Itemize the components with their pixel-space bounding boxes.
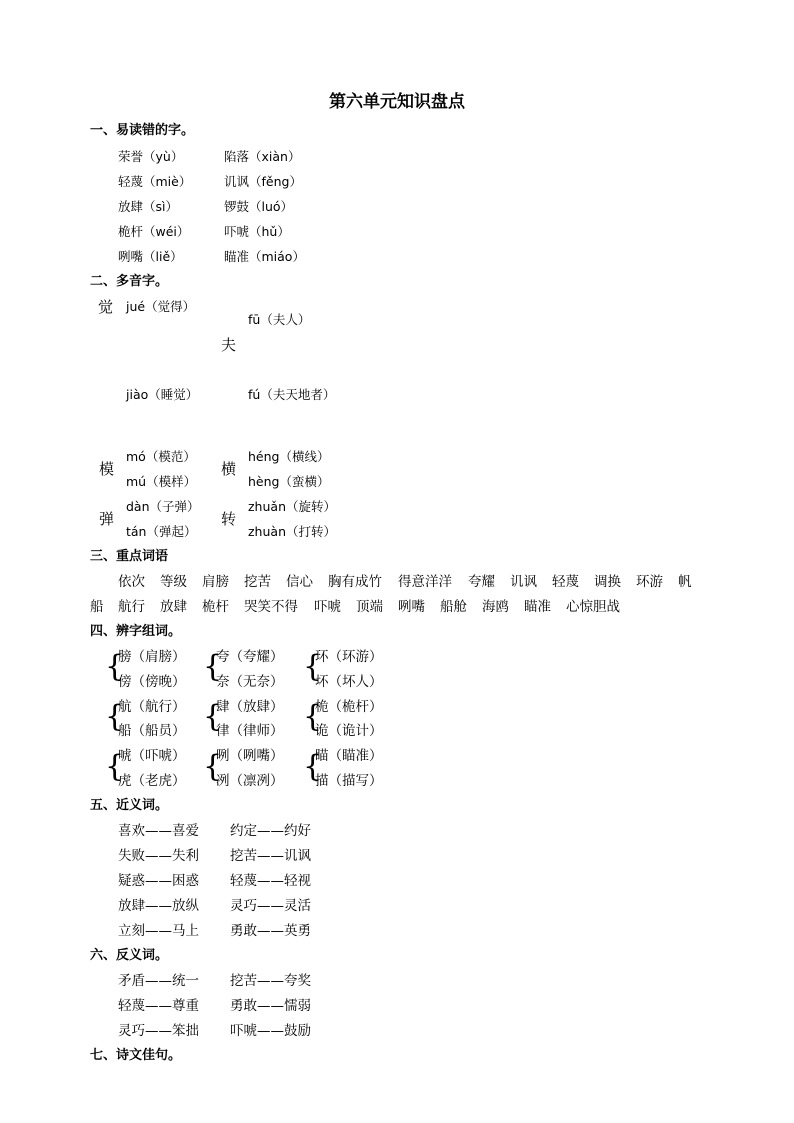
antonym-pair: 勇敢——懦弱 xyxy=(230,998,311,1014)
polyphone-reading: hèng（蛮横） xyxy=(248,474,330,489)
key-word: 航行 xyxy=(118,599,145,615)
polyphone-char: 模 xyxy=(99,460,115,478)
polyphone-reading: jué（觉得） xyxy=(126,299,196,314)
misread-item: 咧嘴（liě） xyxy=(118,249,183,264)
synonym-pair: 灵巧——灵活 xyxy=(230,898,311,914)
distinguish-item: 傍（傍晚） xyxy=(118,674,186,690)
antonym-pair: 灵巧——笨拙 xyxy=(118,1023,199,1039)
key-word: 帆 xyxy=(678,574,692,590)
section-heading-3: 三、重点词语 xyxy=(90,549,169,564)
key-word: 吓唬 xyxy=(314,599,341,615)
section-heading-1: 一、易读错的字。 xyxy=(90,123,195,138)
polyphone-char: 夫 xyxy=(221,336,237,354)
section-heading-2: 二、多音字。 xyxy=(90,274,169,289)
brace-icon: { xyxy=(203,649,223,684)
key-word: 讥讽 xyxy=(510,574,537,590)
polyphone-reading: tán（弹起） xyxy=(126,524,197,539)
key-word: 瞄准 xyxy=(524,599,551,615)
distinguish-item: 虎（老虎） xyxy=(118,773,186,789)
key-word: 环游 xyxy=(636,574,663,590)
polyphone-char: 横 xyxy=(221,460,237,478)
polyphone-reading: fū（夫人） xyxy=(248,312,311,327)
distinguish-item: 奈（无奈） xyxy=(216,674,284,690)
synonym-pair: 失败——失利 xyxy=(118,848,199,864)
key-word: 挖苦 xyxy=(244,574,271,590)
brace-icon: { xyxy=(105,649,125,684)
distinguish-item: 描（描写） xyxy=(315,773,383,789)
synonym-pair: 轻蔑——轻视 xyxy=(230,873,311,889)
brace-icon: { xyxy=(303,649,323,684)
polyphone-reading: mú（模样） xyxy=(126,474,197,489)
brace-icon: { xyxy=(105,749,125,784)
polyphone-reading: fú（夫天地者） xyxy=(248,387,336,402)
antonym-pair: 矛盾——统一 xyxy=(118,973,199,989)
misread-item: 瞄准（miáo） xyxy=(224,249,305,264)
antonym-pair: 吓唬——鼓励 xyxy=(230,1023,311,1039)
polyphone-char: 弹 xyxy=(99,510,115,528)
antonym-pair: 挖苦——夸奖 xyxy=(230,973,311,989)
synonym-pair: 挖苦——讥讽 xyxy=(230,848,311,864)
distinguish-item: 律（律师） xyxy=(216,723,284,739)
key-word: 放肆 xyxy=(160,599,187,615)
key-word: 调换 xyxy=(594,574,621,590)
section-heading-4: 四、辨字组词。 xyxy=(90,624,182,639)
polyphone-reading: jiào（睡觉） xyxy=(126,387,199,402)
distinguish-item: 航（航行） xyxy=(118,699,186,715)
synonym-pair: 约定——约好 xyxy=(230,823,311,839)
misread-item: 轻蔑（miè） xyxy=(118,174,192,189)
distinguish-item: 诡（诡计） xyxy=(315,723,383,739)
page-title: 第六单元知识盘点 xyxy=(329,92,465,112)
key-word: 海鸥 xyxy=(482,599,509,615)
brace-icon: { xyxy=(203,749,223,784)
key-word: 咧嘴 xyxy=(398,599,425,615)
key-word: 肩膀 xyxy=(202,574,229,590)
key-word: 等级 xyxy=(160,574,187,590)
misread-item: 放肆（sì） xyxy=(118,199,178,214)
antonym-pair: 轻蔑——尊重 xyxy=(118,998,199,1014)
synonym-pair: 疑惑——困惑 xyxy=(118,873,199,889)
synonym-pair: 勇敢——英勇 xyxy=(230,923,311,939)
distinguish-item: 瞄（瞄准） xyxy=(315,748,383,764)
polyphone-char: 觉 xyxy=(98,298,114,316)
key-word: 哭笑不得 xyxy=(244,599,298,615)
distinguish-item: 唬（吓唬） xyxy=(118,748,186,764)
brace-icon: { xyxy=(105,699,125,734)
distinguish-item: 冽（凛冽） xyxy=(216,773,284,789)
brace-icon: { xyxy=(303,749,323,784)
polyphone-reading: zhuǎn（旋转） xyxy=(248,499,336,514)
misread-item: 荣誉（yù） xyxy=(118,149,184,164)
misread-item: 讥讽（fěng） xyxy=(224,174,302,189)
misread-item: 吓唬（hǔ） xyxy=(224,224,290,239)
distinguish-item: 夸（夸耀） xyxy=(216,649,284,665)
synonym-pair: 喜欢——喜爱 xyxy=(118,823,199,839)
key-word: 船舱 xyxy=(440,599,467,615)
key-word: 船 xyxy=(90,599,104,615)
synonym-pair: 立刻——马上 xyxy=(118,923,199,939)
key-word: 心惊胆战 xyxy=(566,599,620,615)
distinguish-item: 环（环游） xyxy=(315,649,383,665)
distinguish-item: 肆（放肆） xyxy=(216,699,284,715)
distinguish-item: 船（船员） xyxy=(118,723,186,739)
key-word: 得意洋洋 xyxy=(398,574,452,590)
misread-item: 桅杆（wéi） xyxy=(118,224,190,239)
key-word: 轻蔑 xyxy=(552,574,579,590)
synonym-pair: 放肆——放纵 xyxy=(118,898,199,914)
distinguish-item: 膀（肩膀） xyxy=(118,649,186,665)
key-word: 信心 xyxy=(286,574,313,590)
misread-item: 锣鼓（luó） xyxy=(224,199,294,214)
polyphone-reading: zhuàn（打转） xyxy=(248,524,336,539)
distinguish-item: 桅（桅杆） xyxy=(315,699,383,715)
key-word: 依次 xyxy=(118,574,145,590)
misread-item: 陷落（xiàn） xyxy=(224,149,301,164)
key-word: 夸耀 xyxy=(468,574,495,590)
polyphone-reading: héng（横线） xyxy=(248,449,330,464)
brace-icon: { xyxy=(203,699,223,734)
key-word: 桅杆 xyxy=(202,599,229,615)
section-heading-5: 五、近义词。 xyxy=(90,798,169,813)
brace-icon: { xyxy=(303,699,323,734)
distinguish-item: 咧（咧嘴） xyxy=(216,748,284,764)
polyphone-reading: mó（模范） xyxy=(126,449,196,464)
polyphone-reading: dàn（子弹） xyxy=(126,499,200,514)
key-word: 胸有成竹 xyxy=(328,574,382,590)
key-word: 顶端 xyxy=(356,599,383,615)
distinguish-item: 坏（坏人） xyxy=(315,674,383,690)
polyphone-char: 转 xyxy=(221,510,237,528)
section-heading-6: 六、反义词。 xyxy=(90,948,169,963)
section-heading-7: 七、诗文佳句。 xyxy=(90,1048,182,1063)
